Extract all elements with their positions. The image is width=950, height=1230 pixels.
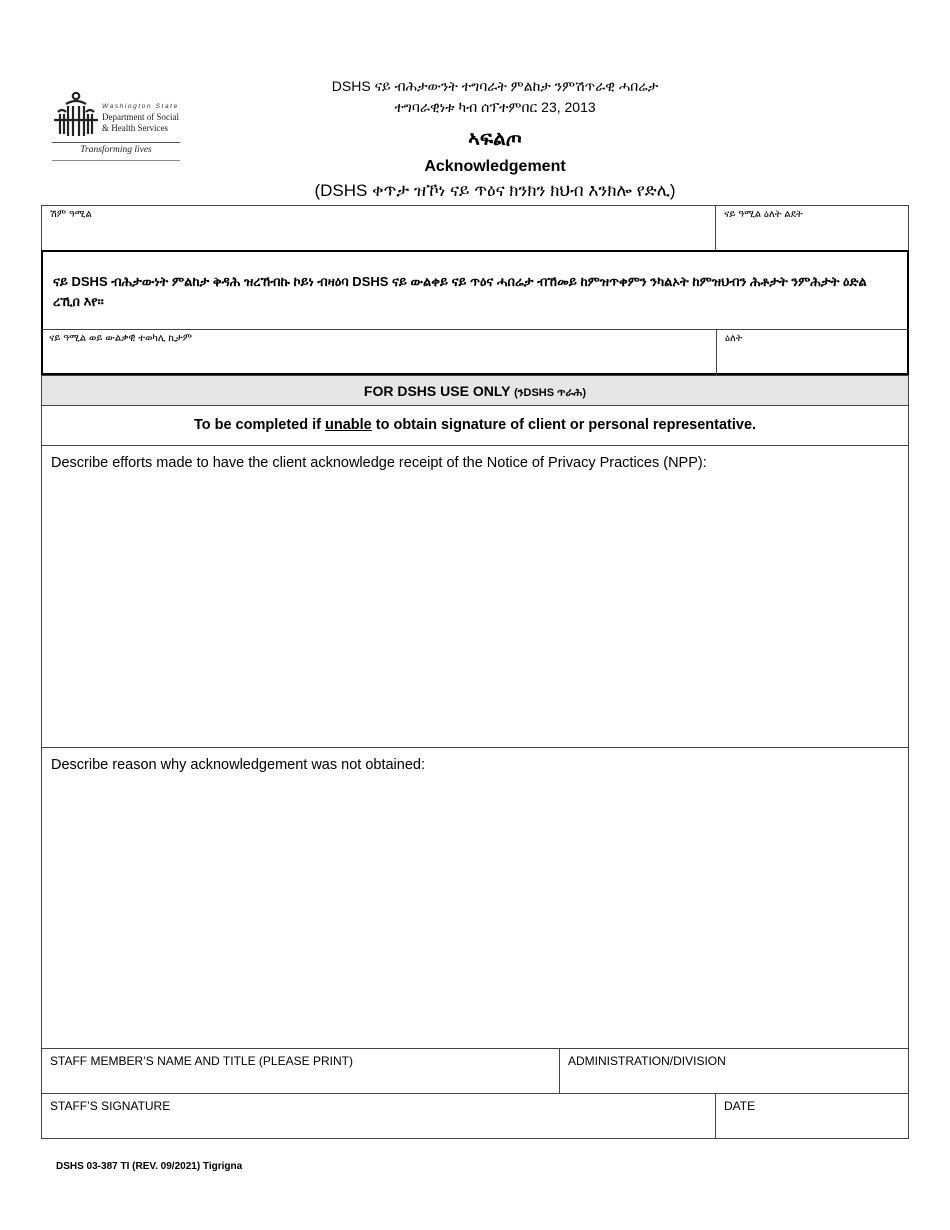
staff-name-field[interactable] bbox=[41, 1048, 560, 1094]
logo-line2: & Health Services bbox=[102, 123, 168, 133]
dshs-use-only-title: FOR DSHS USE ONLY bbox=[363, 383, 511, 399]
client-date-label: ዕለት bbox=[725, 333, 743, 344]
acknowledgement-block bbox=[41, 250, 909, 375]
client-dob-label: ናይ ዓሚል ዕለት ልደት bbox=[724, 209, 803, 220]
administration-field[interactable] bbox=[559, 1048, 909, 1094]
client-name-label: ሽም ዓሚል bbox=[50, 209, 92, 220]
client-signature-label: ናይ ዓሚል ወይ ውልቃዊ ተወካሊ ኪታም bbox=[49, 333, 193, 344]
staff-signature-field[interactable] bbox=[41, 1093, 716, 1139]
logo-line1: Department of Social bbox=[102, 112, 179, 122]
logo-tagline: Transforming lives bbox=[80, 145, 152, 155]
dshs-use-only-subtitle: (ንDSHS ጥራሕ) bbox=[514, 387, 587, 399]
administration-label: ADMINISTRATION/DIVISION bbox=[568, 1054, 726, 1068]
logo-state: Washington State bbox=[102, 103, 179, 110]
instruction-unable: unable bbox=[324, 417, 372, 433]
staff-signature-label: STAFF’S SIGNATURE bbox=[50, 1099, 171, 1113]
instruction-text-end: to obtain signature of client or personal representative. bbox=[371, 417, 757, 433]
staff-name-label: STAFF MEMBER’S NAME AND TITLE (PLEASE PRINT) bbox=[50, 1054, 353, 1068]
efforts-textarea[interactable] bbox=[41, 446, 909, 748]
staff-date-label: DATE bbox=[724, 1099, 756, 1113]
header-effective-date: ተግባራዊነቱ ካብ ሰፕተምበር 23, 2013 bbox=[394, 99, 596, 115]
client-signature-field[interactable] bbox=[41, 329, 717, 375]
form-id: DSHS 03-387 TI (REV. 09/2021) Tigrigna bbox=[56, 1161, 243, 1172]
header-note: (DSHS ቀጥታ ዝኾነ ናይ ጥዕና ክንክን ክህብ እንክሎ የድሊ) bbox=[314, 181, 676, 200]
dshs-use-only-header bbox=[41, 375, 909, 406]
client-dob-field[interactable] bbox=[715, 205, 909, 251]
dshs-instruction bbox=[41, 406, 909, 446]
reason-label: Describe reason why acknowledgement was not obtained: bbox=[51, 757, 425, 773]
staff-date-field[interactable] bbox=[715, 1093, 909, 1139]
client-date-field[interactable] bbox=[716, 329, 909, 375]
instruction-text-start: To be completed if bbox=[193, 417, 325, 433]
page-title-tigrigna: ኣፍልጦ bbox=[468, 128, 522, 150]
client-name-field[interactable] bbox=[41, 205, 716, 251]
page-title-english: Acknowledgement bbox=[424, 158, 566, 175]
efforts-label: Describe efforts made to have the client acknowledge receipt of the Notice of Privacy Practices (NPP): bbox=[51, 455, 707, 471]
acknowledgement-statement: ናይ DSHS ብሕታውነት ምልከታ ቅዳሕ ዝረኸብኩ ኮይነ ብዛዕባ DSHS ናይ ውልቀይ ናይ ጥዕና ሓበሬታ ብኸመይ ከምዝጥቀምን ንካልኦት ከምዝህብን ሕቶታት ንምሕታት ዕድል ረኺበ እየ፡፡ bbox=[53, 274, 867, 309]
header-org: DSHS ናይ ብሕታውንት ተግባራት ምልከታ ንምሽጥራዊ ሓበሬታ bbox=[331, 78, 659, 94]
reason-textarea[interactable] bbox=[41, 748, 909, 1049]
